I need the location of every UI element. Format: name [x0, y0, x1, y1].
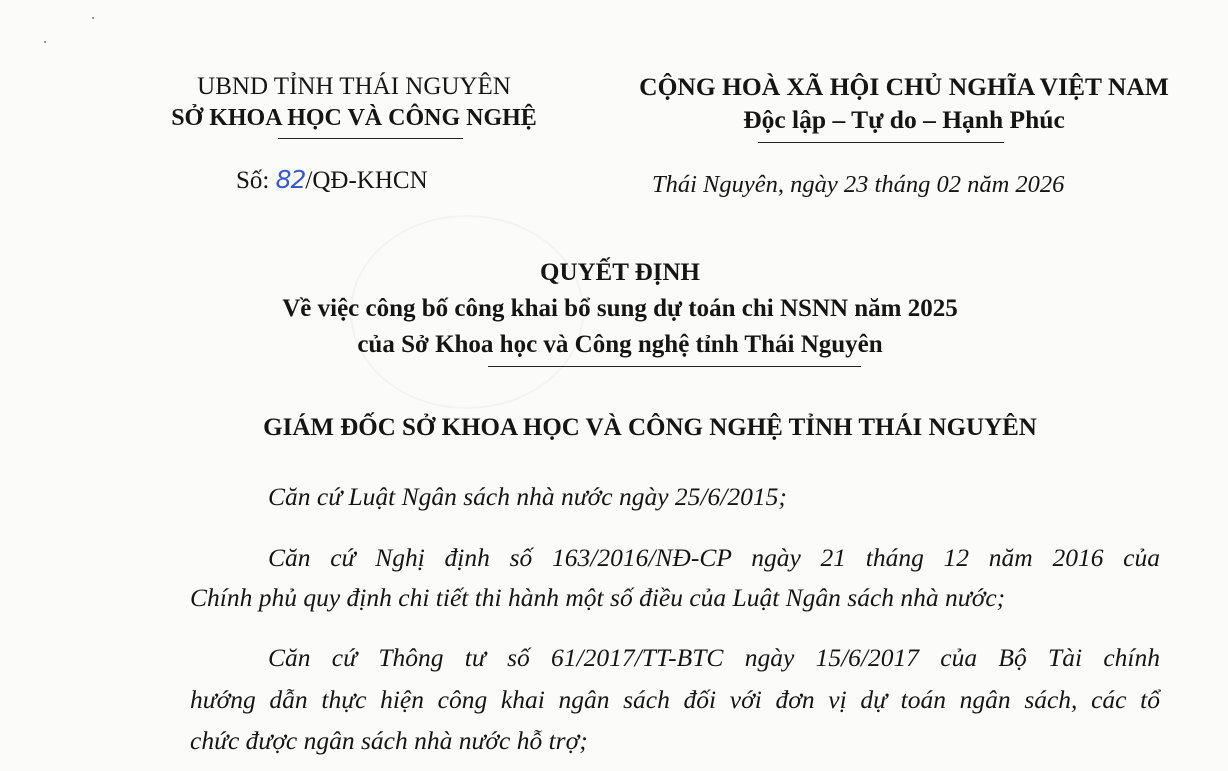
basis-line: chức được ngân sách nhà nước hỗ trợ; [190, 726, 588, 755]
decision-subject-line1: Về việc công bố công khai bổ sung dự toán chi NSNN năm 2025 [282, 295, 958, 322]
decision-number [236, 165, 428, 196]
handwritten-number: 82 [275, 165, 306, 194]
decision-subject-line2: của Sở Khoa học và Công nghệ tỉnh Thái Nguyên [357, 331, 883, 358]
place-date: Thái Nguyên, ngày 23 tháng 02 năm 2026 [652, 171, 1065, 198]
department-name: SỞ KHOA HỌC VÀ CÔNG NGHỆ [171, 105, 537, 131]
motto-underline [758, 142, 1004, 143]
national-motto: Độc lập – Tự do – Hạnh Phúc [743, 105, 1065, 134]
agency-name: UBND TỈNH THÁI NGUYÊN [197, 73, 511, 100]
department-underline [278, 138, 463, 139]
basis-line: Căn cứ Nghị định số 163/2016/NĐ-CP ngày 21 tháng 12 năm 2016 của [268, 543, 1160, 572]
decision-title: QUYẾT ĐỊNH [540, 259, 700, 286]
number-suffix: /QĐ-KHCN [305, 167, 428, 194]
nation-name: CỘNG HOÀ XÃ HỘI CHỦ NGHĨA VIỆT NAM [639, 72, 1169, 101]
basis-line: Căn cứ Luật Ngân sách nhà nước ngày 25/6/2015; [268, 482, 787, 511]
scan-speck [44, 41, 46, 43]
basis-line: Chính phủ quy định chi tiết thi hành một số điều của Luật Ngân sách nhà nước; [190, 583, 1006, 612]
scan-speck [92, 17, 94, 19]
basis-line: hướng dẫn thực hiện công khai ngân sách đối với đơn vị dự toán ngân sách, các tổ [190, 685, 1160, 714]
issuing-authority: GIÁM ĐỐC SỞ KHOA HỌC VÀ CÔNG NGHỆ TỈNH THÁI NGUYÊN [263, 414, 1037, 441]
number-prefix: Số: [236, 167, 270, 194]
subject-underline [488, 366, 861, 367]
basis-line: Căn cứ Thông tư số 61/2017/TT-BTC ngày 15/6/2017 của Bộ Tài chính [268, 643, 1160, 672]
